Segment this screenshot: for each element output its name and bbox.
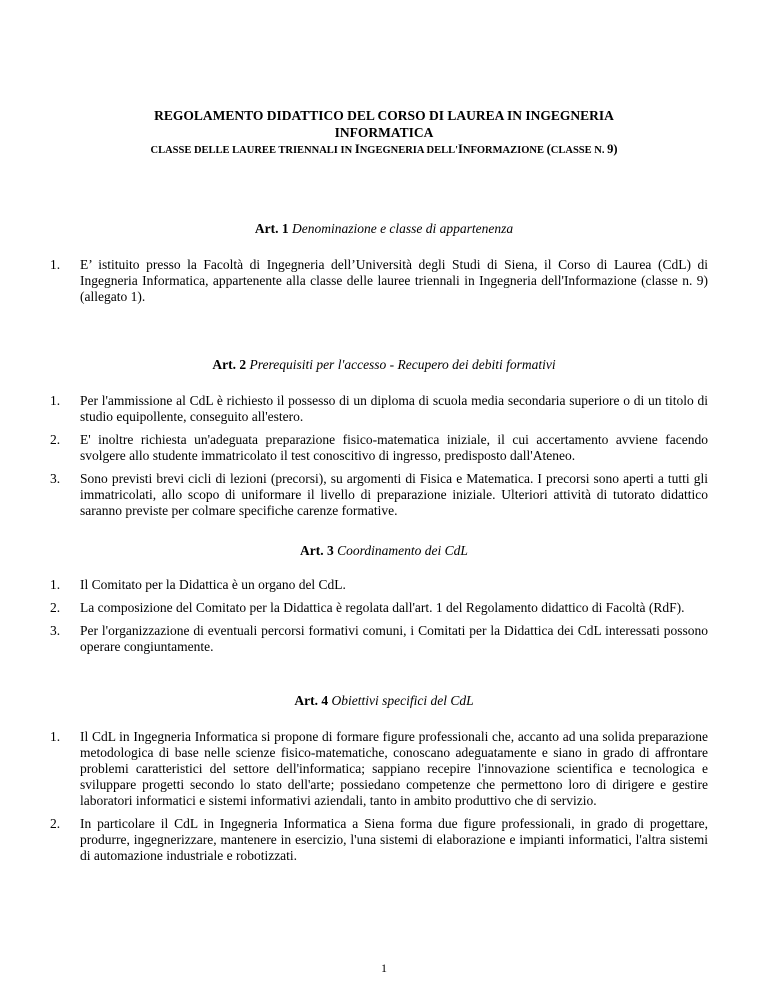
article-number: Art. 1 [254,221,289,236]
article-2-list [50,393,708,526]
item-number: 2. [50,432,61,447]
list-item [50,600,708,616]
list-item [50,816,708,864]
article-heading [60,543,708,559]
subtitle-part: CLASSE DELLE LAUREE TRIENNALI IN [150,145,355,156]
item-text: Per l'ammissione al CdL è richiesto il possesso di un diploma di scuola media secondaria superiore o di un titolo di studio equipollente, conseguito all'estero. [80,393,708,424]
article-3-list [50,577,708,662]
article-heading [60,221,708,237]
article-number: Art. 4 [294,693,329,708]
list-item [50,432,708,464]
item-number: 1. [50,577,61,592]
list-item [50,257,708,305]
subtitle-part: CLASSE N. [550,145,608,156]
subtitle-part: ( [546,142,551,156]
item-text: E' inoltre richiesta un'adeguata preparazione fisico-matematica iniziale, il cui accertamento avviene facendo svolgere allo studente immatricolato il test conoscitivo di ingresso, predisposto dall'Ateneo. [80,432,708,463]
item-number: 1. [50,393,61,408]
subtitle-part: I [354,142,360,156]
subtitle-part: 9) [607,142,618,156]
item-number: 3. [50,471,61,486]
article-heading [60,357,708,373]
item-number: 1. [50,257,61,272]
item-text: Per l'organizzazione di eventuali percorsi formativi comuni, i Comitati per la Didattica dei CdL interessati possono operare congiuntamente. [80,623,708,654]
subtitle-part: NGEGNERIA DELL' [359,145,459,156]
article-1-list [50,257,708,312]
article-number: Art. 2 [212,357,247,372]
list-item [50,729,708,809]
item-text: Il Comitato per la Didattica è un organo del CdL. [80,577,346,592]
article-number: Art. 3 [300,543,334,558]
item-text: Il CdL in Ingegneria Informatica si propone di formare figure professionali che, accanto ad una solida preparazione metodologica di base nelle scienze fisico-matematiche, conoscano adeguatamente e siano in grado di affrontare problemi caratteristici del settore dell'informatica; sappiano recepire l'innovazione scientifica e tecnologica e sviluppare progetti secondo lo stato dell'arte; possiedano competenze che permettono loro di dirigere e gestire laboratori informatici e sistemi informativi aziendali, tanto in ambito produttivo che di servizio. [80,729,708,808]
subtitle-part: NFORMAZIONE [462,145,547,156]
item-number: 1. [50,729,61,744]
item-text: Sono previsti brevi cicli di lezioni (precorsi), su argomenti di Fisica e Matematica. I precorsi sono aperti a tutti gli immatricolati, allo scopo di uniformare il livello di preparazione iniziale. Ulteriori attività di tutorato didattico saranno previste per colmare specifiche carenze formative. [80,471,708,518]
article-4-list [50,729,708,871]
article-title: Prerequisiti per l'accesso - Recupero dei debiti formativi [249,357,556,372]
list-item [50,623,708,655]
subtitle-part: I [458,142,463,156]
article-title: Obiettivi specifici del CdL [331,693,474,708]
list-item [50,471,708,519]
title-line-1: REGOLAMENTO DIDATTICO DEL CORSO DI LAUREA IN INGEGNERIA [154,108,614,123]
item-text: In particolare il CdL in Ingegneria Informatica a Siena forma due figure professionali, in grado di progettare, produrre, ingegnerizzare, mantenere in esercizio, l'una sistemi di elaborazione e impianti informatici, l'altra sistemi di automazione industriale e robotizzati. [80,816,708,863]
item-text: E’ istituito presso la Facoltà di Ingegneria dell’Università degli Studi di Siena, il Corso di Laurea (CdL) di Ingegneria Informatica, appartenente alla classe delle lauree triennali in Ingegneria dell'Informazione (classe n. 9) (allegato 1). [80,257,708,304]
document-subtitle [60,142,708,157]
article-heading [60,693,708,709]
item-number: 2. [50,816,61,831]
article-title: Coordinamento dei CdL [337,543,468,558]
article-title: Denominazione e classe di appartenenza [291,221,514,236]
list-item [50,393,708,425]
item-text: La composizione del Comitato per la Didattica è regolata dall'art. 1 del Regolamento didattico di Facoltà (RdF). [80,600,685,615]
title-line-2: INFORMATICA [334,125,434,140]
page-number: 1 [381,961,387,975]
item-number: 2. [50,600,61,615]
list-item [50,577,708,593]
document-title [100,107,668,141]
item-number: 3. [50,623,61,638]
